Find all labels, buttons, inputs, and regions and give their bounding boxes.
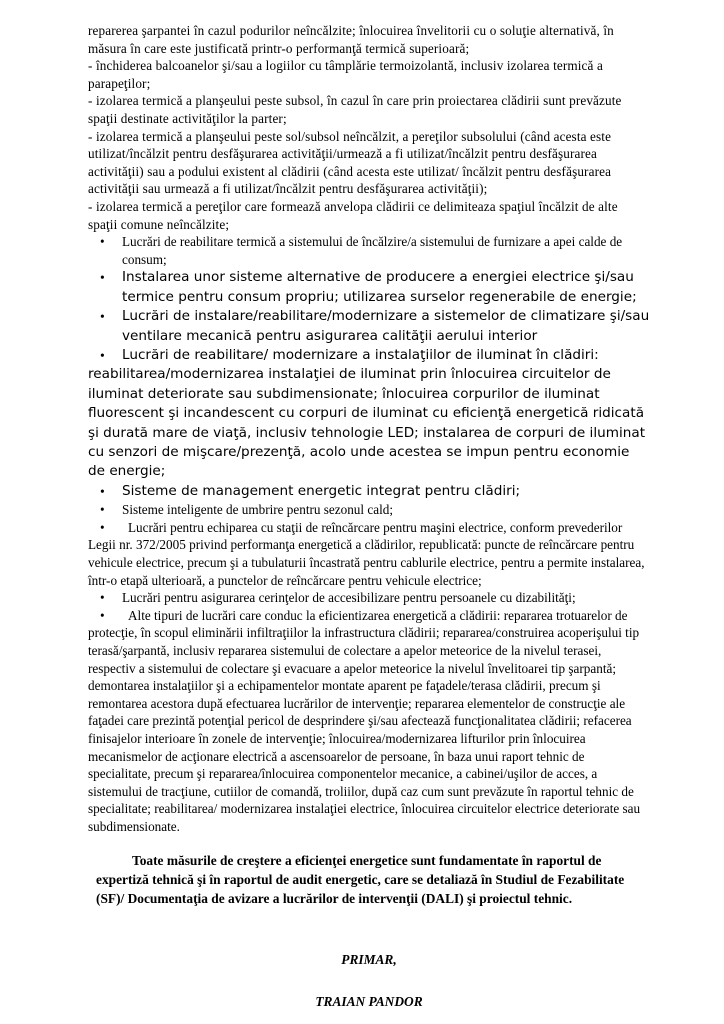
list-item-text: Sisteme inteligente de umbrire pentru sezonul cald; (122, 502, 393, 518)
list-item (88, 501, 650, 519)
bullet-marker-icon: • (100, 502, 105, 518)
list-item-text: Sisteme de management energetic integrat pentru clădiri; (122, 482, 521, 499)
bullet-marker-icon: • (100, 234, 105, 250)
bullet-marker-icon: • (100, 347, 105, 363)
list-item (88, 307, 650, 346)
list-item (88, 519, 650, 589)
list-item (88, 268, 650, 307)
closing-statement: Toate măsurile de creştere a eficienţei energetice sunt fundamentate în raportul de expertiză tehnică şi în raportul de audit energetic, care se detaliază în Studiul de Fezabilitate (SF)/ Documentaţia de avizare a lucrărilor de intervenţii (DALI) şi proiectul tehnic. (96, 853, 625, 907)
list-item-text: Alte tipuri de lucrări care conduc la eficientizarea energetică a clădirii: repararea trotuarelor de protecţie, în scopul eliminării infiltraţiilor la infrastructura clădirii; repararea/construirea acoperişului tip terasă/şarpantă, inclusiv repararea sistemului de colectare a apelor meteorice de la nivelul terasei, respectiv a sistemului de colectare şi evacuare a apelor meteorice la nivelul învelitoarei tip şarpantă; demontarea instalaţiilor şi a echipamentelor montate aparent pe faţadele/terasa clădirii, precum şi remontarea acestora după efectuarea lucrărilor de intervenţie; repararea elementelor de construcţie ale faţadei care prezintă potenţial pericol de desprindere şi/sau afectează funcţionalitatea clădirii; refacerea finisajelor interioare în zonele de intervenţie; înlocuirea/modernizarea lifturilor prin înlocuirea mecanismelor de acţionare electrică a ascensoarelor de persoane, în baza unui raport tehnic de specialitate, precum şi repararea/înlocuirea componentelor mecanice, a cabinei/uşilor de acces, a sistemului de tracţiune, cutiilor de comandă, troliilor, după caz cum sunt prevăzute în raportul tehnic de specialitate; reabilitarea/ modernizarea instalaţiei electrice, înlocuirea circuitelor electrice deteriorate sau subdimensionate. (88, 607, 641, 834)
signature-name: TRAIAN PANDOR (315, 994, 423, 1010)
bullet-marker-icon: • (100, 607, 105, 623)
list-item (88, 233, 650, 268)
list-item-text: Lucrări pentru asigurarea cerinţelor de accesibilizare pentru persoanele cu dizabilităţi; (122, 590, 576, 606)
list-item-text: Lucrări de instalare/reabilitare/modernizare a sistemelor de climatizare şi/sau ventilare mecanică pentru asigurarea calităţii aerului interior (122, 308, 650, 344)
intro-paragraph: reparerea şarpantei în cazul podurilor neîncălzite; înlocuirea învelitorii cu o soluţie alternativă, în măsura în care este justificată printr-o performanţă termică superioară; (88, 23, 614, 56)
signature-role: PRIMAR, (341, 952, 397, 968)
intro-paragraph: - închiderea balcoanelor şi/sau a logiilor cu tâmplărie termoizolantă, inclusiv izolarea termică a parapeţilor; (88, 58, 603, 91)
list-item (88, 346, 650, 482)
list-item (88, 482, 650, 501)
intro-paragraphs (88, 22, 650, 233)
list-item-text: Lucrări de reabilitare/ modernizare a instalaţiilor de iluminat în clădiri: reabilitarea/modernizarea instalaţiei de iluminat prin înlocuirea circuitelor de iluminat deteriorate sau subdimensionate; înlocuirea corpurilor de iluminat fluorescent şi incandescent cu corpuri de iluminat cu eficienţă energetică ridicată şi durată mare de viaţă, inclusiv tehnologie LED; instalarea de corpuri de iluminat cu senzori de mişcare/prezenţă, acolo unde acestea se impun pentru economie de energie; (88, 346, 646, 480)
bullet-marker-icon: • (100, 483, 105, 499)
intro-paragraph: - izolarea termică a pereţilor care formează anvelopa clădirii ce delimiteaza spaţiul încălzit de alte spaţii comune neîncălzite; (88, 198, 618, 232)
list-item (88, 607, 650, 836)
measures-bullet-list (88, 233, 650, 835)
list-item-text: Lucrări pentru echiparea cu staţii de reîncărcare pentru maşini electrice, conform prevederilor Legii nr. 372/2005 privind performanţa energetică a clădirilor, republicată: puncte de reîncărcare pentru vehicule electrice, precum şi a tubulaturii încastrată pentru cablurile electrice, pentru a permite instalarea, într-o etapă ulterioară, a punctelor de reîncărcare pentru vehicule electrice; (88, 519, 645, 588)
list-item-text: Instalarea unor sisteme alternative de producere a energiei electrice şi/sau termice pentru consum propriu; utilizarea surselor regenerabile de energie; (122, 269, 637, 305)
list-item (88, 589, 650, 607)
intro-paragraph: - izolarea termică a planşeului peste sol/subsol neîncălzit, a pereţilor subsolului (când acesta este utilizat/încălzit pentru desfăşurarea activităţii/urmează a fi utilizat/încălzit pentru desfăşurarea activităţii) sau a podului existent al clădirii (când acesta este utilizat/ încălzit pentru desfăşurarea activităţii sau urmează a fi utilizat/încălzit pentru desfăşurarea activităţii); (88, 128, 612, 197)
list-item-text: Lucrări de reabilitare termică a sistemului de încălzire/a sistemului de furnizare a apei calde de consum; (122, 234, 623, 267)
intro-paragraph: - izolarea termică a planşeului peste subsol, în cazul în care prin proiectarea clădirii sunt prevăzute spaţii destinate activităţilor la parter; (88, 93, 622, 126)
bullet-marker-icon: • (100, 309, 105, 325)
bullet-marker-icon: • (100, 270, 105, 286)
bullet-marker-icon: • (100, 590, 105, 606)
bullet-marker-icon: • (100, 519, 105, 535)
signature-block (88, 952, 650, 1010)
